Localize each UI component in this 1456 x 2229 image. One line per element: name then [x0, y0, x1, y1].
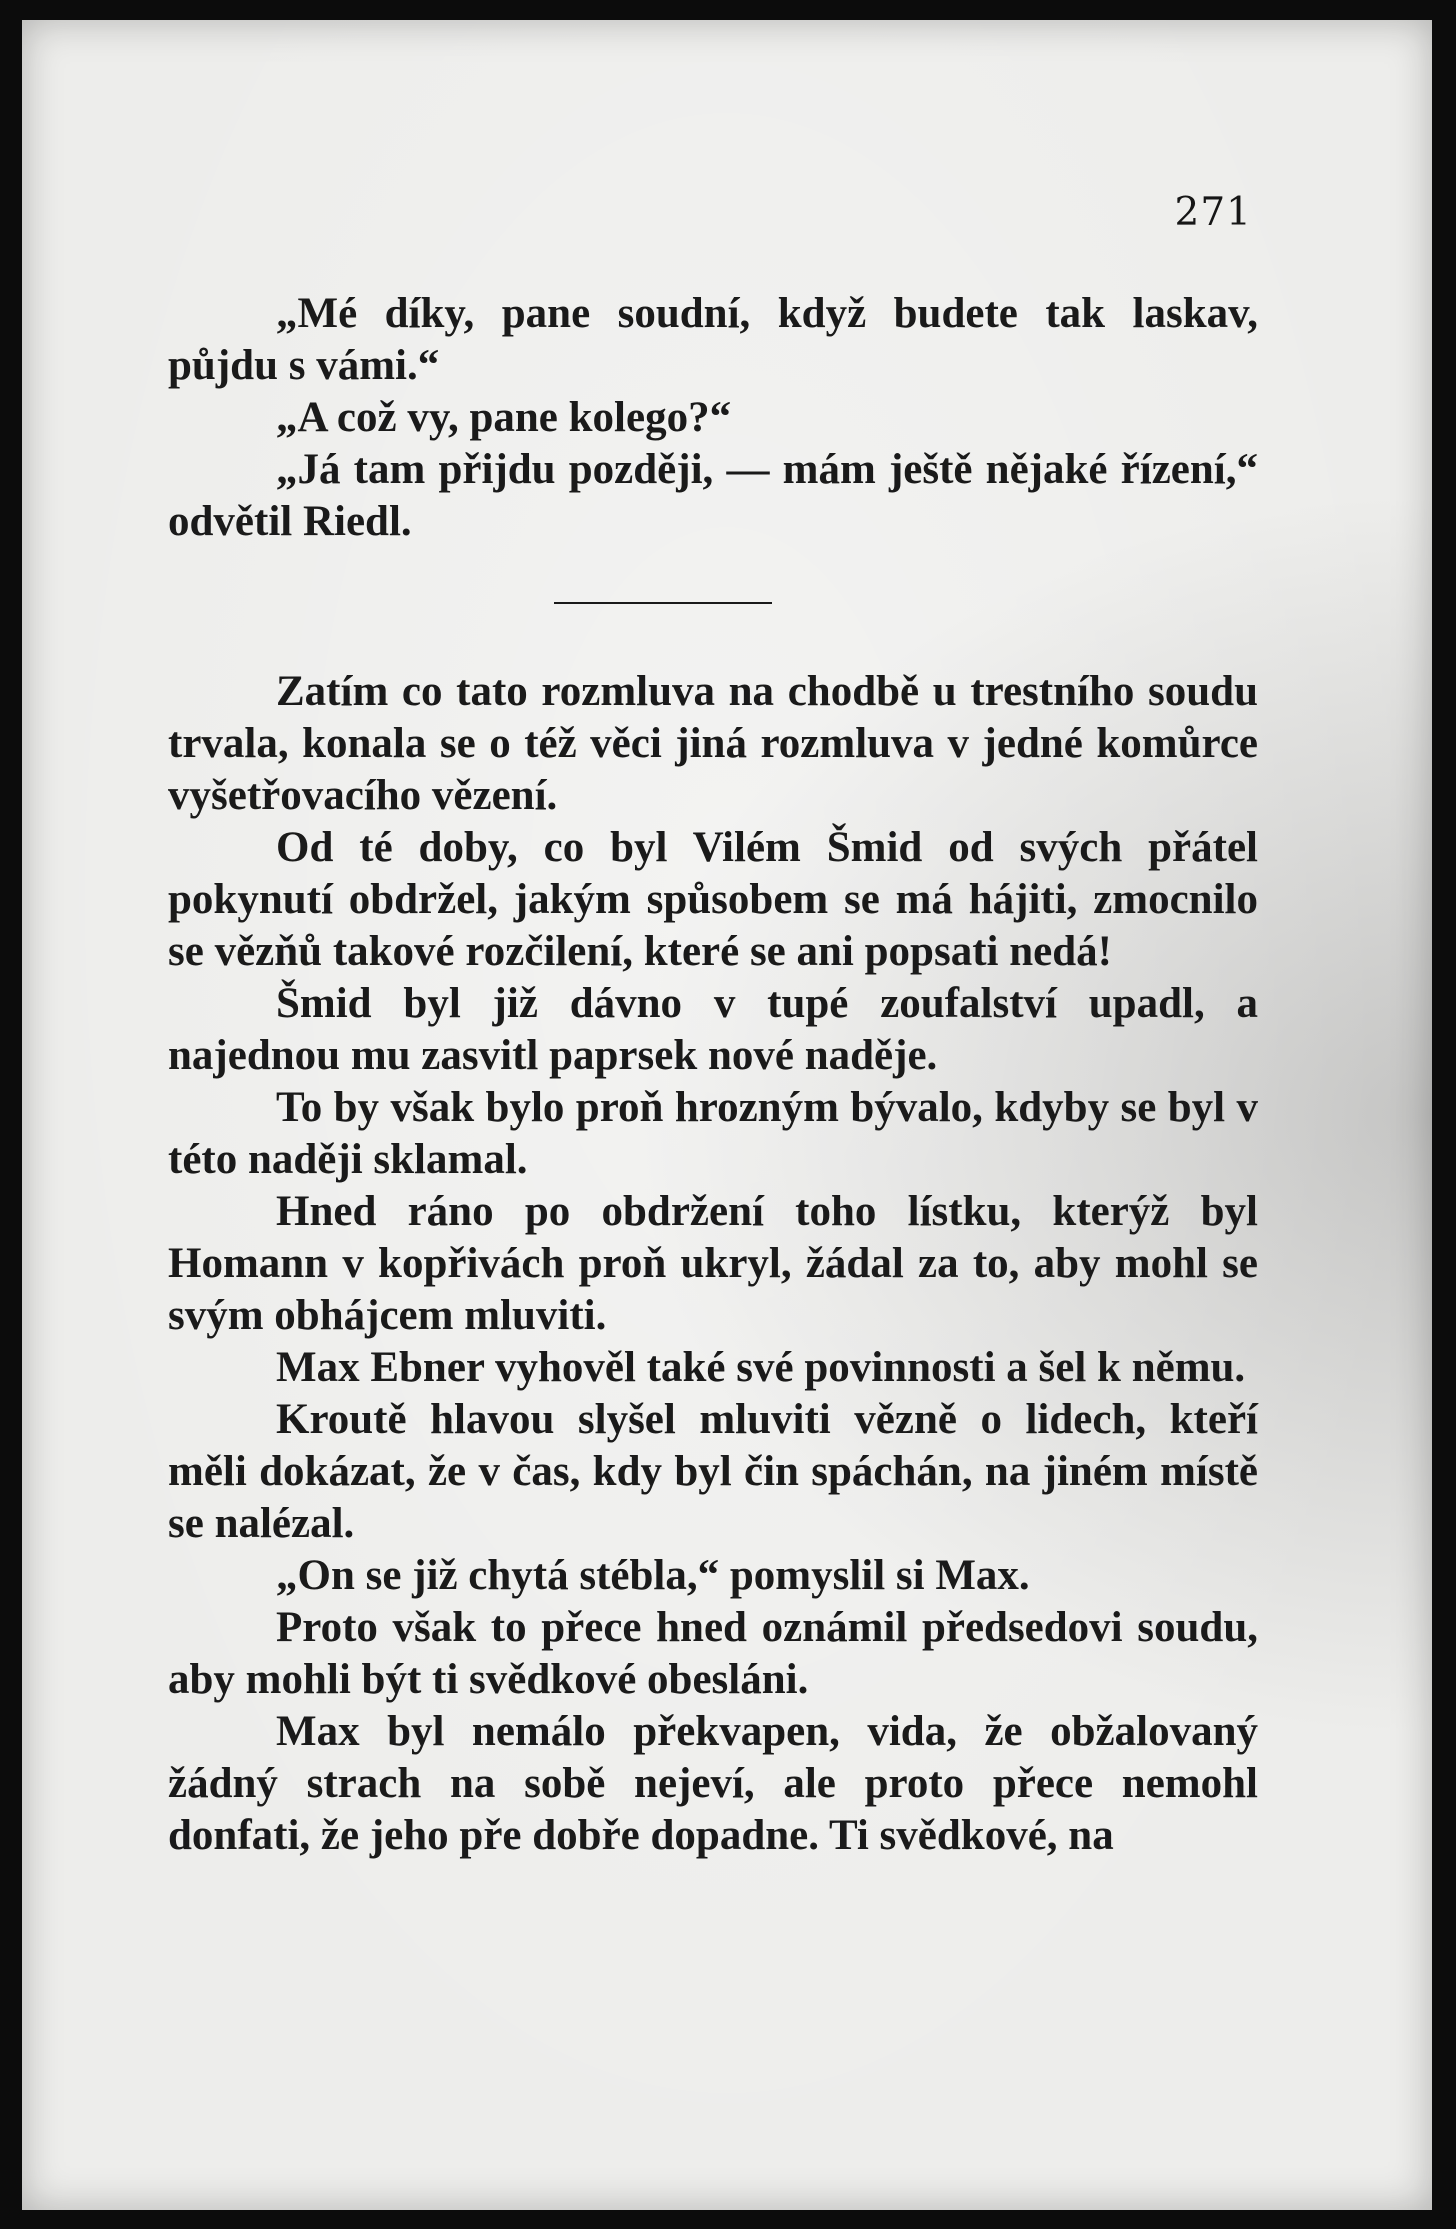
- paragraph: Max Ebner vyhověl také své povinnosti a šel k němu.: [276, 1344, 1246, 1391]
- page-number: 271: [1174, 190, 1252, 235]
- section-divider: [554, 602, 772, 604]
- paragraph: To by však bylo proň hrozným bývalo, kdyby se byl v této naději sklamal.: [168, 1084, 1258, 1183]
- book-page: [22, 20, 1432, 2210]
- paragraph: „A což vy, pane kolego?“: [276, 394, 732, 441]
- paragraph: Kroutě hlavou slyšel mluviti vězně o lidech, kteří měli dokázat, že v čas, kdy byl čin spáchán, na jiném místě se nalézal.: [168, 1396, 1258, 1547]
- paragraph: „Mé díky, pane soudní, když budete tak laskav, půjdu s vámi.“: [168, 290, 1258, 389]
- body-text: [168, 288, 1258, 1862]
- paragraph: Od té doby, co byl Vilém Šmid od svých přátel pokynutí obdržel, jakým spůsobem se má hájiti, zmocnilo se vězňů takové rozčilení, které se ani popsati nedá!: [168, 824, 1258, 975]
- paragraph: Šmid byl již dávno v tupé zoufalství upadl, a najednou mu zasvitl paprsek nové naděje.: [168, 980, 1258, 1079]
- paragraph: Max byl nemálo překvapen, vida, že obžalovaný žádný strach na sobě nejeví, ale proto přece nemohl donfati, že jeho pře dobře dopadne. Ti svědkové, na: [168, 1708, 1258, 1859]
- paragraph: Proto však to přece hned oznámil předsedovi soudu, aby mohli být ti svědkové obesláni.: [168, 1604, 1258, 1703]
- paragraph: Zatím co tato rozmluva na chodbě u trestního soudu trvala, konala se o též věci jiná rozmluva v jedné komůrce vyšetřovacího vězení.: [168, 668, 1258, 819]
- paragraph: „Já tam přijdu později, — mám ještě nějaké řízení,“ odvětil Riedl.: [168, 446, 1258, 545]
- paragraph: Hned ráno po obdržení toho lístku, kterýž byl Homann v kopřivách proň ukryl, žádal za to, aby mohl se svým obhájcem mluviti.: [168, 1188, 1258, 1339]
- paragraph: „On se již chytá stébla,“ pomyslil si Max.: [276, 1552, 1030, 1599]
